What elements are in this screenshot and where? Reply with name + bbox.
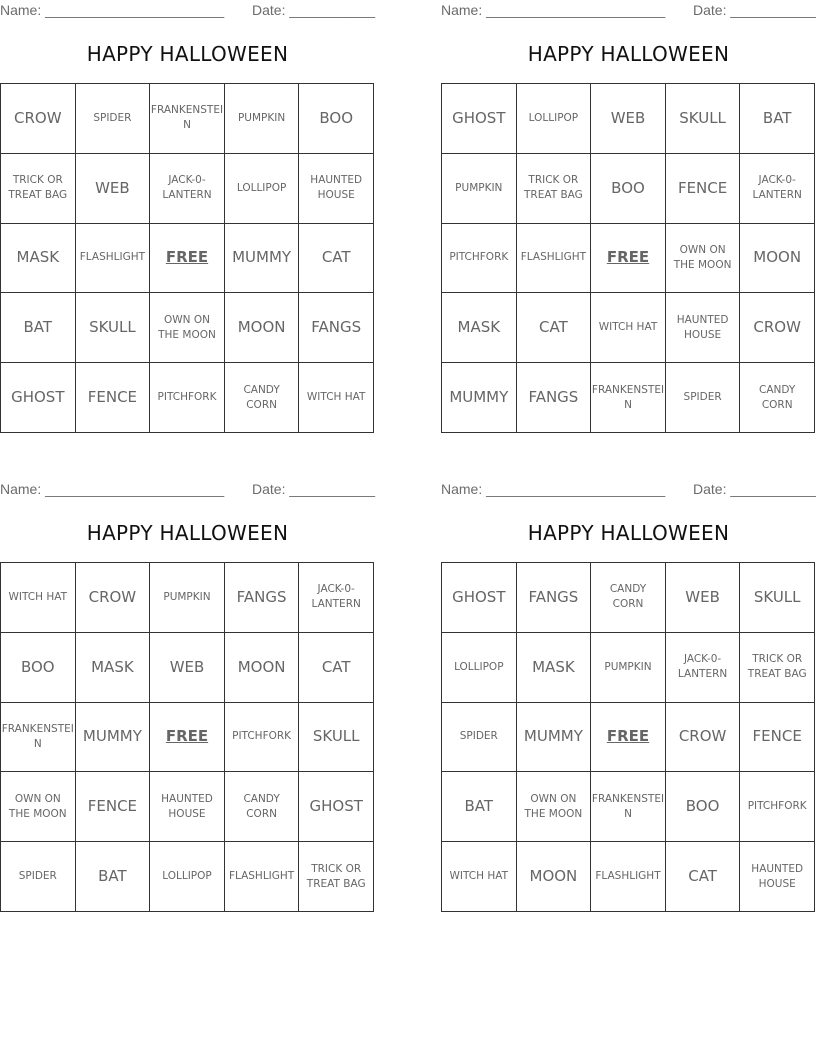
bingo-cell: HAUNTED HOUSE	[666, 293, 741, 363]
bingo-cell: TRICK OR TREAT BAG	[740, 633, 815, 703]
card-header	[0, 479, 375, 499]
bingo-cell: PITCHFORK	[740, 772, 815, 842]
bingo-cell: BOO	[591, 154, 666, 224]
bingo-cell: PUMPKIN	[591, 633, 666, 703]
bingo-cell: MOON	[740, 224, 815, 294]
bingo-cell: GHOST	[1, 363, 76, 433]
bingo-cell: FLASHLIGHT	[517, 224, 592, 294]
bingo-cell: CAT	[517, 293, 592, 363]
bingo-cell: CROW	[666, 703, 741, 773]
bingo-cell: GHOST	[299, 772, 374, 842]
name-field-label: Name: _______________________	[0, 481, 225, 497]
bingo-cell: JACK-0-LANTERN	[299, 563, 374, 633]
bingo-cell: JACK-0-LANTERN	[666, 633, 741, 703]
name-field-label: Name: _______________________	[0, 2, 225, 18]
name-field-label: Name: _______________________	[441, 481, 666, 497]
free-space-cell: FREE	[150, 224, 225, 294]
bingo-cell: WEB	[150, 633, 225, 703]
bingo-cell: FLASHLIGHT	[76, 224, 151, 294]
free-space-cell: FREE	[591, 224, 666, 294]
bingo-cell: CROW	[1, 84, 76, 154]
bingo-cell: MASK	[76, 633, 151, 703]
bingo-cell: FLASHLIGHT	[225, 842, 300, 912]
bingo-cell: MUMMY	[442, 363, 517, 433]
bingo-cell: PUMPKIN	[225, 84, 300, 154]
bingo-cell: SPIDER	[76, 84, 151, 154]
bingo-cell: OWN ON THE MOON	[150, 293, 225, 363]
bingo-cell: GHOST	[442, 84, 517, 154]
card-header	[441, 479, 816, 499]
bingo-cell: OWN ON THE MOON	[1, 772, 76, 842]
bingo-cell: FLASHLIGHT	[591, 842, 666, 912]
free-space-cell: FREE	[591, 703, 666, 773]
bingo-grid	[0, 83, 374, 433]
bingo-cell: CANDY CORN	[740, 363, 815, 433]
bingo-cell: WEB	[591, 84, 666, 154]
bingo-cell: JACK-0-LANTERN	[740, 154, 815, 224]
bingo-cell: LOLLIPOP	[150, 842, 225, 912]
bingo-cell: MOON	[517, 842, 592, 912]
date-field-label: Date: ___________	[252, 481, 375, 497]
card-header	[441, 0, 816, 20]
bingo-cell: SPIDER	[666, 363, 741, 433]
bingo-cell: MUMMY	[76, 703, 151, 773]
bingo-cell: BAT	[76, 842, 151, 912]
bingo-cell: WITCH HAT	[442, 842, 517, 912]
bingo-cell: TRICK OR TREAT BAG	[517, 154, 592, 224]
free-space-cell: FREE	[150, 703, 225, 773]
bingo-cell: PITCHFORK	[225, 703, 300, 773]
bingo-cell: FRANKENSTEI N	[591, 772, 666, 842]
bingo-cell: LOLLIPOP	[225, 154, 300, 224]
bingo-cell: MOON	[225, 633, 300, 703]
bingo-cell: SPIDER	[442, 703, 517, 773]
bingo-cell: FANGS	[225, 563, 300, 633]
date-field-label: Date: ___________	[693, 2, 816, 18]
bingo-cell: SKULL	[299, 703, 374, 773]
bingo-cell: SKULL	[740, 563, 815, 633]
bingo-cell: TRICK OR TREAT BAG	[299, 842, 374, 912]
bingo-cell: WITCH HAT	[1, 563, 76, 633]
bingo-cell: FENCE	[76, 772, 151, 842]
bingo-cell: PUMPKIN	[442, 154, 517, 224]
bingo-cell: JACK-0-LANTERN	[150, 154, 225, 224]
bingo-cell: CROW	[740, 293, 815, 363]
date-field-label: Date: ___________	[252, 2, 375, 18]
card-header	[0, 0, 375, 20]
card-title: HAPPY HALLOWEEN	[86, 521, 289, 545]
bingo-cell: BAT	[740, 84, 815, 154]
bingo-cell: LOLLIPOP	[517, 84, 592, 154]
bingo-cell: WITCH HAT	[591, 293, 666, 363]
bingo-cell: OWN ON THE MOON	[666, 224, 741, 294]
bingo-cell: FRANKENSTEI N	[591, 363, 666, 433]
bingo-cell: GHOST	[442, 563, 517, 633]
bingo-cell: SPIDER	[1, 842, 76, 912]
bingo-cell: FENCE	[666, 154, 741, 224]
bingo-cell: FENCE	[76, 363, 151, 433]
bingo-grid	[441, 562, 815, 912]
bingo-cell: SKULL	[666, 84, 741, 154]
bingo-cell: MUMMY	[517, 703, 592, 773]
bingo-cell: TRICK OR TREAT BAG	[1, 154, 76, 224]
bingo-cell: MASK	[1, 224, 76, 294]
bingo-cell: WEB	[666, 563, 741, 633]
bingo-cell: HAUNTED HOUSE	[740, 842, 815, 912]
bingo-cell: BOO	[666, 772, 741, 842]
card-title: HAPPY HALLOWEEN	[527, 42, 730, 66]
bingo-cell: FRANKENSTEI N	[150, 84, 225, 154]
bingo-cell: CAT	[299, 224, 374, 294]
date-field-label: Date: ___________	[693, 481, 816, 497]
bingo-cell: BOO	[1, 633, 76, 703]
bingo-cell: PUMPKIN	[150, 563, 225, 633]
bingo-cell: SKULL	[76, 293, 151, 363]
bingo-cell: MASK	[517, 633, 592, 703]
bingo-cell: MOON	[225, 293, 300, 363]
bingo-cell: FANGS	[517, 563, 592, 633]
bingo-cell: BAT	[442, 772, 517, 842]
bingo-cell: FANGS	[299, 293, 374, 363]
bingo-cell: HAUNTED HOUSE	[299, 154, 374, 224]
bingo-cell: WITCH HAT	[299, 363, 374, 433]
bingo-cell: FANGS	[517, 363, 592, 433]
bingo-cell: MUMMY	[225, 224, 300, 294]
bingo-cell: BOO	[299, 84, 374, 154]
name-field-label: Name: _______________________	[441, 2, 666, 18]
bingo-cell: CANDY CORN	[591, 563, 666, 633]
bingo-cell: FENCE	[740, 703, 815, 773]
bingo-cell: CANDY CORN	[225, 772, 300, 842]
bingo-cell: MASK	[442, 293, 517, 363]
bingo-cell: LOLLIPOP	[442, 633, 517, 703]
bingo-cell: CROW	[76, 563, 151, 633]
bingo-cell: BAT	[1, 293, 76, 363]
card-title: HAPPY HALLOWEEN	[86, 42, 289, 66]
bingo-cell: CAT	[299, 633, 374, 703]
bingo-cell: OWN ON THE MOON	[517, 772, 592, 842]
bingo-cell: CAT	[666, 842, 741, 912]
bingo-cell: PITCHFORK	[150, 363, 225, 433]
bingo-cell: HAUNTED HOUSE	[150, 772, 225, 842]
bingo-grid	[441, 83, 815, 433]
bingo-cell: CANDY CORN	[225, 363, 300, 433]
card-title: HAPPY HALLOWEEN	[527, 521, 730, 545]
bingo-cell: FRANKENSTEI N	[1, 703, 76, 773]
bingo-cell: WEB	[76, 154, 151, 224]
bingo-cell: PITCHFORK	[442, 224, 517, 294]
bingo-grid	[0, 562, 374, 912]
